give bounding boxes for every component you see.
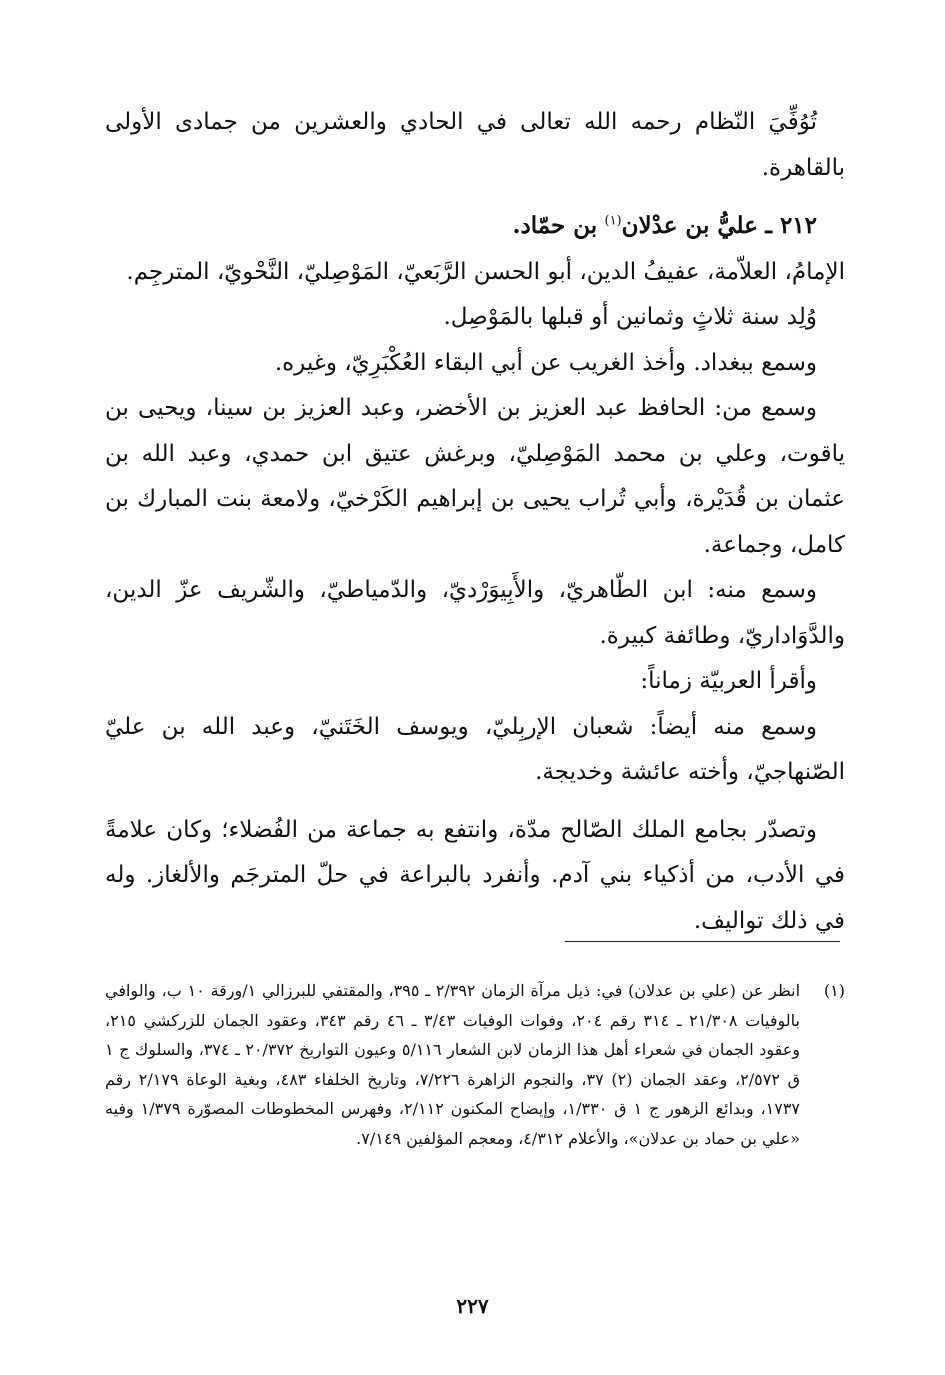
titles-paragraph: الإمامُ، العلاّمة، عفيفُ الدين، أبو الحسن الرَّبَعيّ، المَوْصِليّ، النَّحْويّ، المترجِم. — [126, 258, 845, 285]
entry-name: عليُّ بن عدْلان — [621, 212, 758, 239]
death-note: تُوُفِّيَ النّظام رحمه الله تعالى في الحادي والعشرين من جمادى الأولى بالقاهرة. — [105, 109, 845, 181]
baghdad-paragraph: وسمع ببغداد. وأخذ الغريب عن أبي البقاء العُكْبَرِيّ، وغيره. — [274, 349, 817, 376]
footnote — [105, 976, 845, 1153]
page-number: ٢٢٧ — [456, 1294, 489, 1318]
taught-paragraph: وأقرأ العربيّة زماناً: — [640, 668, 817, 694]
entry-heading — [105, 203, 845, 250]
teachers-paragraph: وسمع من: الحافظ عبد العزيز بن الأخضر، وعبد العزيز بن سينا، ويحيى بن ياقوت، وعلي بن محمد المَوْصِليّ، وبرغش عتيق ابن حمدي، وعبد الله بن عثمان بن قُدَيْرة، وأبي تُراب يحيى بن إبراهيم الكَرْخيّ، ولامعة بنت المبارك بن كامل، وجماعة. — [105, 395, 845, 558]
footnote-number: (١) — [823, 981, 845, 1000]
entry-number: ٢١٢ ـ — [765, 212, 817, 239]
footnote-text: انظر عن (علي بن عدلان) في: ذيل مرآة الزمان ٢/٣٩٢ ـ ٣٩٥، والمقتفي للبرزالي ١/ورقة ١٠ ب، والوافي بالوفيات ٢١/٣٠٨ ـ ٣١٤ رقم ٢٠٤، وفوات الوفيات ٣/٤٣ ـ ٤٦ رقم ٣٤٣، وعقود الجمان للزركشي ٢١٥، وعقود الجمان في شعراء أهل هذا الزمان لابن الشعار ٥/١١٦ وعيون التواريخ ٢٠/٣٧٢ ـ ٣٧٤، والسلوك ج ١ ق ٢/٥٧٢، وعقد الجمان (٢) ٣٧، والنجوم الزاهرة ٧/٢٢٦، وتاريخ الخلفاء ٤٨٣، وبغية الوعاة ٢/١٧٩ رقم ١٧٣٧، وبدائع الزهور ج ١ ق ١/٣٣٠، وإيضاح المكنون ٢/١١٢، وفهرس المخطوطات المصوّرة ١/٣٧٩ وفيه «علي بن حماد بن عدلان»، والأعلام ٤/٣١٢، ومعجم المؤلفين ٧/١٤٩. — [105, 981, 801, 1148]
also-heard-paragraph: وسمع منه أيضاً: شعبان الإربِليّ، ويوسف الخَتَنيّ، وعبد الله بن عليّ الصّنهاجيّ، وأخته عائشة وخديجة. — [105, 713, 845, 785]
footnote-marker[interactable]: (١) — [604, 213, 622, 229]
main-text — [105, 100, 845, 944]
entry-name-tail: بن حمّاد. — [512, 212, 598, 239]
mosque-paragraph: وتصدّر بجامع الملك الصّالح مدّة، وانتفع به جماعة من الفُضلاء؛ وكان علامةً في الأدب، من أذكياء بني آدم. وأنفرد بالبراعة في حلّ المترجَم والألغاز. وله في ذلك تواليف. — [105, 816, 845, 934]
students-paragraph: وسمع منه: ابن الطّاهريّ، والأَبِيوَرْديّ، والدّمياطيّ، والشّريف عزّ الدين، والدَّوَاداريّ، وطائفة كبيرة. — [105, 577, 845, 649]
birth-paragraph: وُلِد سنة ثلاثٍ وثمانين أو قبلها بالمَوْصِل. — [443, 304, 817, 330]
footnote-divider — [565, 941, 840, 942]
